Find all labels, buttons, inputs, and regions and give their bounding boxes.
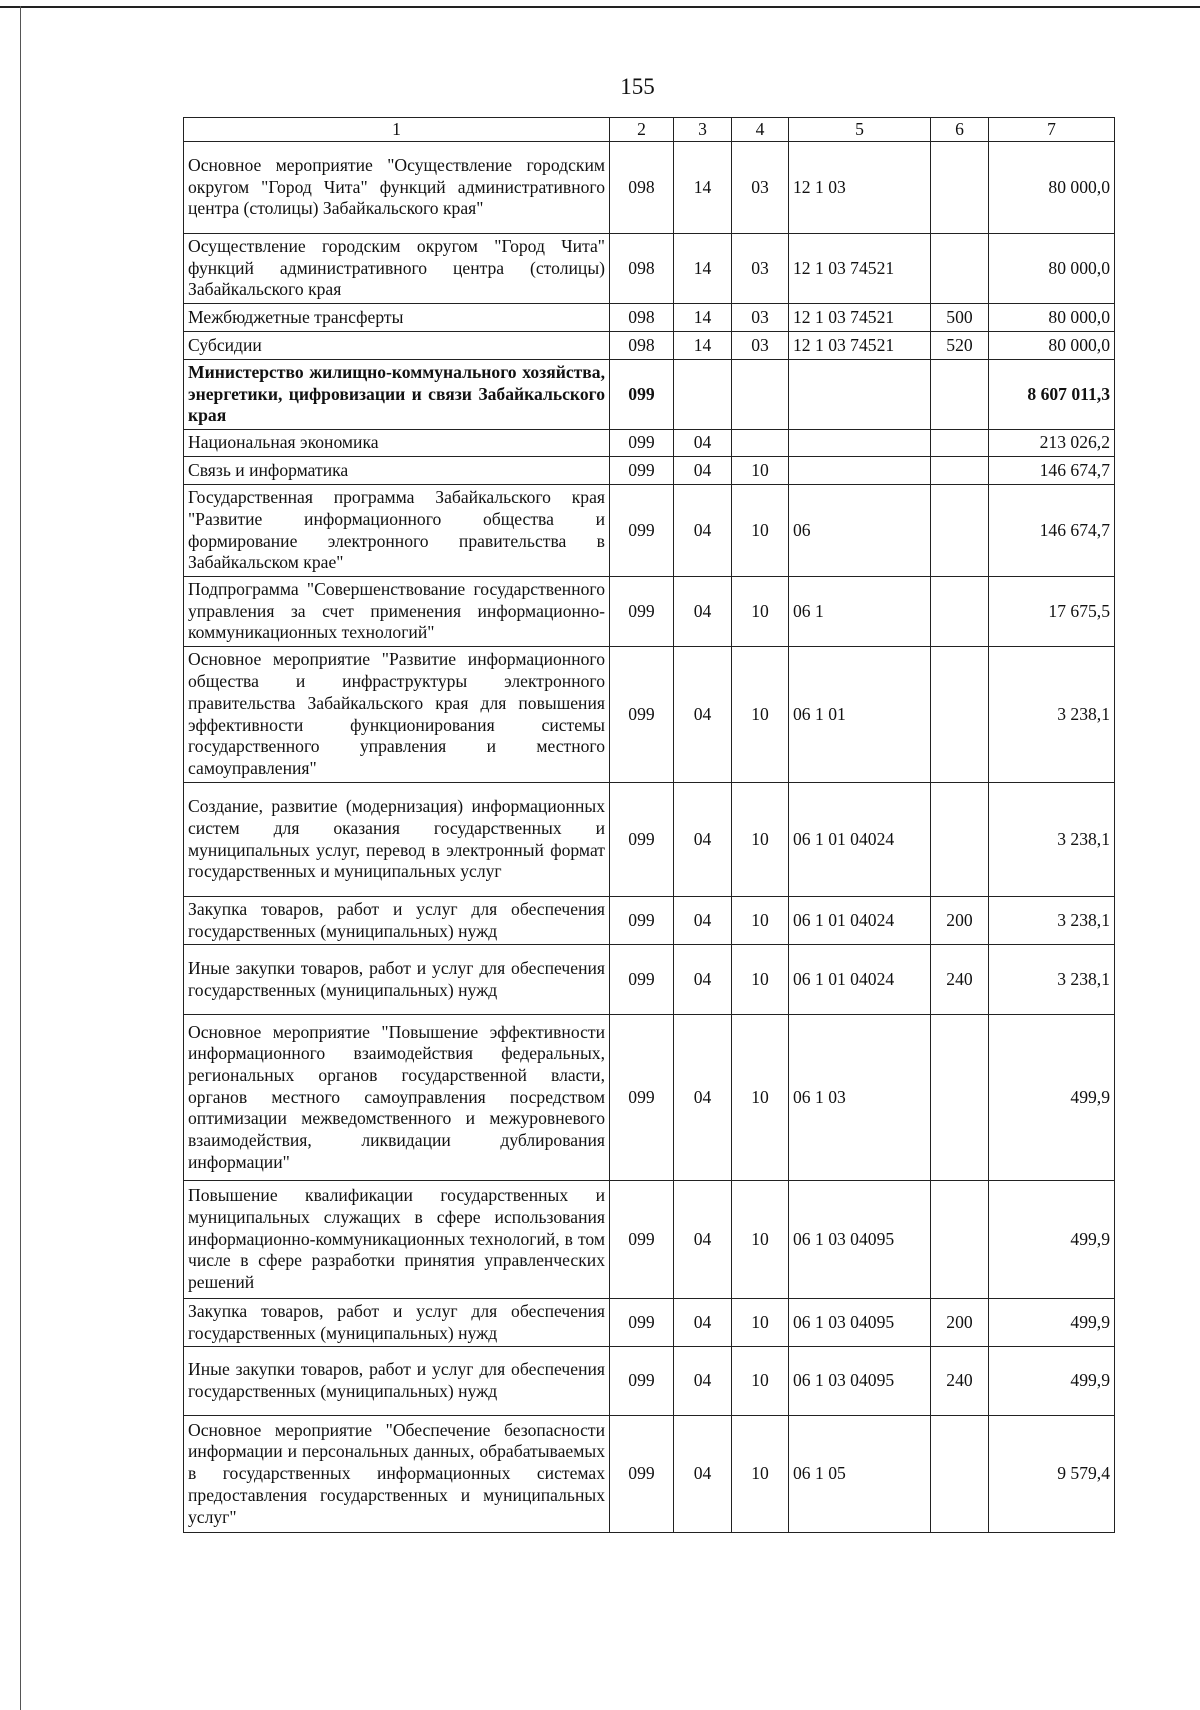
code-target: 06 1 03 04095 bbox=[789, 1181, 931, 1299]
code-admin: 099 bbox=[610, 360, 674, 430]
code-admin: 099 bbox=[610, 1299, 674, 1347]
table-row bbox=[184, 897, 1115, 945]
table-row bbox=[184, 647, 1115, 783]
code-admin: 099 bbox=[610, 1015, 674, 1181]
code-section: 04 bbox=[674, 485, 732, 577]
code-section: 14 bbox=[674, 304, 732, 332]
code-expense-type bbox=[931, 647, 989, 783]
column-header: 1 bbox=[184, 118, 610, 142]
table-row bbox=[184, 1015, 1115, 1181]
code-target: 06 1 03 bbox=[789, 1015, 931, 1181]
row-name: Подпрограмма "Совершенствование государственного управления за счет применения информационно-коммуникационных технологий" bbox=[184, 577, 610, 647]
amount: 3 238,1 bbox=[989, 647, 1115, 783]
code-section: 04 bbox=[674, 783, 732, 897]
code-subsection bbox=[732, 430, 789, 457]
code-expense-type bbox=[931, 783, 989, 897]
code-target: 06 1 01 04024 bbox=[789, 897, 931, 945]
table-row bbox=[184, 485, 1115, 577]
code-expense-type bbox=[931, 577, 989, 647]
code-admin: 099 bbox=[610, 577, 674, 647]
code-target: 12 1 03 74521 bbox=[789, 234, 931, 304]
row-name: Основное мероприятие "Развитие информационного общества и инфраструктуры электронного правительства Забайкальского края для повышения эффективности функционирования системы государственного управления и местного самоуправления" bbox=[184, 647, 610, 783]
code-admin: 099 bbox=[610, 1347, 674, 1416]
amount: 3 238,1 bbox=[989, 897, 1115, 945]
row-name: Государственная программа Забайкальского края "Развитие информационного общества и формирование электронного правительства в Забайкальском крае" bbox=[184, 485, 610, 577]
code-subsection: 10 bbox=[732, 457, 789, 485]
amount: 146 674,7 bbox=[989, 485, 1115, 577]
code-section: 14 bbox=[674, 332, 732, 360]
code-admin: 098 bbox=[610, 332, 674, 360]
code-target: 06 1 bbox=[789, 577, 931, 647]
row-name: Субсидии bbox=[184, 332, 610, 360]
code-subsection: 10 bbox=[732, 485, 789, 577]
column-header: 5 bbox=[789, 118, 931, 142]
code-expense-type bbox=[931, 142, 989, 234]
code-section bbox=[674, 360, 732, 430]
left-margin-line bbox=[20, 6, 21, 1710]
code-subsection: 10 bbox=[732, 1015, 789, 1181]
code-target bbox=[789, 430, 931, 457]
row-name: Национальная экономика bbox=[184, 430, 610, 457]
row-name: Основное мероприятие "Повышение эффективности информационного взаимодействия федеральных, региональных органов государственной власти, органов местного самоуправления посредством оптимизации межведомственного и межуровневого взаимодействия, ликвидации дублирования информации" bbox=[184, 1015, 610, 1181]
code-subsection: 10 bbox=[732, 945, 789, 1015]
amount: 80 000,0 bbox=[989, 304, 1115, 332]
amount: 80 000,0 bbox=[989, 142, 1115, 234]
code-expense-type bbox=[931, 234, 989, 304]
code-subsection: 10 bbox=[732, 647, 789, 783]
code-admin: 099 bbox=[610, 897, 674, 945]
amount: 499,9 bbox=[989, 1181, 1115, 1299]
table-row bbox=[184, 304, 1115, 332]
row-name: Закупка товаров, работ и услуг для обеспечения государственных (муниципальных) нужд bbox=[184, 1299, 610, 1347]
code-target: 06 1 03 04095 bbox=[789, 1347, 931, 1416]
code-admin: 098 bbox=[610, 304, 674, 332]
code-subsection: 10 bbox=[732, 1299, 789, 1347]
amount: 499,9 bbox=[989, 1347, 1115, 1416]
code-subsection: 10 bbox=[732, 897, 789, 945]
code-admin: 098 bbox=[610, 142, 674, 234]
row-name: Межбюджетные трансферты bbox=[184, 304, 610, 332]
code-subsection: 03 bbox=[732, 304, 789, 332]
code-section: 14 bbox=[674, 234, 732, 304]
code-target: 06 1 03 04095 bbox=[789, 1299, 931, 1347]
table-row bbox=[184, 577, 1115, 647]
code-admin: 099 bbox=[610, 1416, 674, 1533]
code-expense-type: 200 bbox=[931, 897, 989, 945]
code-target: 06 1 01 bbox=[789, 647, 931, 783]
code-expense-type: 200 bbox=[931, 1299, 989, 1347]
code-admin: 099 bbox=[610, 783, 674, 897]
code-expense-type bbox=[931, 360, 989, 430]
code-admin: 099 bbox=[610, 647, 674, 783]
code-expense-type bbox=[931, 1181, 989, 1299]
row-name: Закупка товаров, работ и услуг для обеспечения государственных (муниципальных) нужд bbox=[184, 897, 610, 945]
code-admin: 099 bbox=[610, 430, 674, 457]
table-header-row bbox=[184, 118, 1115, 142]
table-row bbox=[184, 1347, 1115, 1416]
column-header: 3 bbox=[674, 118, 732, 142]
amount: 3 238,1 bbox=[989, 945, 1115, 1015]
amount: 80 000,0 bbox=[989, 332, 1115, 360]
code-subsection: 10 bbox=[732, 1416, 789, 1533]
amount: 9 579,4 bbox=[989, 1416, 1115, 1533]
code-target: 06 1 05 bbox=[789, 1416, 931, 1533]
row-name: Связь и информатика bbox=[184, 457, 610, 485]
amount: 8 607 011,3 bbox=[989, 360, 1115, 430]
row-name: Осуществление городским округом "Город Чита" функций административного центра (столицы) Забайкальского края bbox=[184, 234, 610, 304]
code-expense-type: 520 bbox=[931, 332, 989, 360]
code-subsection: 10 bbox=[732, 1347, 789, 1416]
page-number: 155 bbox=[620, 74, 655, 99]
top-border-line bbox=[0, 6, 1200, 8]
table-row bbox=[184, 142, 1115, 234]
code-subsection: 03 bbox=[732, 234, 789, 304]
code-section: 04 bbox=[674, 897, 732, 945]
budget-table bbox=[183, 117, 1115, 1533]
code-subsection bbox=[732, 360, 789, 430]
code-target: 12 1 03 74521 bbox=[789, 304, 931, 332]
table-row bbox=[184, 945, 1115, 1015]
code-admin: 099 bbox=[610, 485, 674, 577]
code-section: 04 bbox=[674, 1015, 732, 1181]
table-row bbox=[184, 1416, 1115, 1533]
code-target: 12 1 03 bbox=[789, 142, 931, 234]
code-section: 04 bbox=[674, 577, 732, 647]
column-header: 6 bbox=[931, 118, 989, 142]
code-expense-type bbox=[931, 1416, 989, 1533]
amount: 213 026,2 bbox=[989, 430, 1115, 457]
column-header: 2 bbox=[610, 118, 674, 142]
code-target bbox=[789, 360, 931, 430]
code-expense-type: 240 bbox=[931, 945, 989, 1015]
table-row bbox=[184, 1299, 1115, 1347]
amount: 146 674,7 bbox=[989, 457, 1115, 485]
column-header: 4 bbox=[732, 118, 789, 142]
row-name: Министерство жилищно-коммунального хозяйства, энергетики, цифровизации и связи Забайкальского края bbox=[184, 360, 610, 430]
code-target bbox=[789, 457, 931, 485]
table-row bbox=[184, 360, 1115, 430]
row-name: Иные закупки товаров, работ и услуг для обеспечения государственных (муниципальных) нужд bbox=[184, 945, 610, 1015]
code-target: 12 1 03 74521 bbox=[789, 332, 931, 360]
code-section: 04 bbox=[674, 457, 732, 485]
code-subsection: 03 bbox=[732, 332, 789, 360]
code-section: 04 bbox=[674, 1416, 732, 1533]
table-row bbox=[184, 234, 1115, 304]
code-admin: 098 bbox=[610, 234, 674, 304]
code-subsection: 03 bbox=[732, 142, 789, 234]
row-name: Основное мероприятие "Обеспечение безопасности информации и персональных данных, обрабатываемых в государственных информационных системах предоставления государственных и муниципальных услуг" bbox=[184, 1416, 610, 1533]
table-row bbox=[184, 783, 1115, 897]
table-row bbox=[184, 332, 1115, 360]
row-name: Основное мероприятие "Осуществление городским округом "Город Чита" функций административного центра (столицы) Забайкальского края" bbox=[184, 142, 610, 234]
code-admin: 099 bbox=[610, 1181, 674, 1299]
code-admin: 099 bbox=[610, 945, 674, 1015]
code-expense-type bbox=[931, 485, 989, 577]
code-expense-type bbox=[931, 1015, 989, 1181]
table-row bbox=[184, 1181, 1115, 1299]
code-section: 04 bbox=[674, 430, 732, 457]
row-name: Создание, развитие (модернизация) информационных систем для оказания государственных и муниципальных услуг, перевод в электронный формат государственных и муниципальных услуг bbox=[184, 783, 610, 897]
amount: 499,9 bbox=[989, 1015, 1115, 1181]
code-expense-type: 500 bbox=[931, 304, 989, 332]
code-subsection: 10 bbox=[732, 1181, 789, 1299]
amount: 3 238,1 bbox=[989, 783, 1115, 897]
code-subsection: 10 bbox=[732, 577, 789, 647]
amount: 80 000,0 bbox=[989, 234, 1115, 304]
code-target: 06 1 01 04024 bbox=[789, 783, 931, 897]
row-name: Иные закупки товаров, работ и услуг для обеспечения государственных (муниципальных) нужд bbox=[184, 1347, 610, 1416]
code-section: 04 bbox=[674, 1299, 732, 1347]
code-section: 04 bbox=[674, 1181, 732, 1299]
code-admin: 099 bbox=[610, 457, 674, 485]
code-section: 04 bbox=[674, 647, 732, 783]
table-row bbox=[184, 457, 1115, 485]
code-subsection: 10 bbox=[732, 783, 789, 897]
code-target: 06 1 01 04024 bbox=[789, 945, 931, 1015]
code-section: 04 bbox=[674, 1347, 732, 1416]
code-expense-type: 240 bbox=[931, 1347, 989, 1416]
code-expense-type bbox=[931, 457, 989, 485]
amount: 499,9 bbox=[989, 1299, 1115, 1347]
column-header: 7 bbox=[989, 118, 1115, 142]
amount: 17 675,5 bbox=[989, 577, 1115, 647]
row-name: Повышение квалификации государственных и муниципальных служащих в сфере использования информационно-коммуникационных технологий, в том числе в сфере разработки принятия управленческих решений bbox=[184, 1181, 610, 1299]
table-row bbox=[184, 430, 1115, 457]
code-expense-type bbox=[931, 430, 989, 457]
code-section: 14 bbox=[674, 142, 732, 234]
code-target: 06 bbox=[789, 485, 931, 577]
code-section: 04 bbox=[674, 945, 732, 1015]
